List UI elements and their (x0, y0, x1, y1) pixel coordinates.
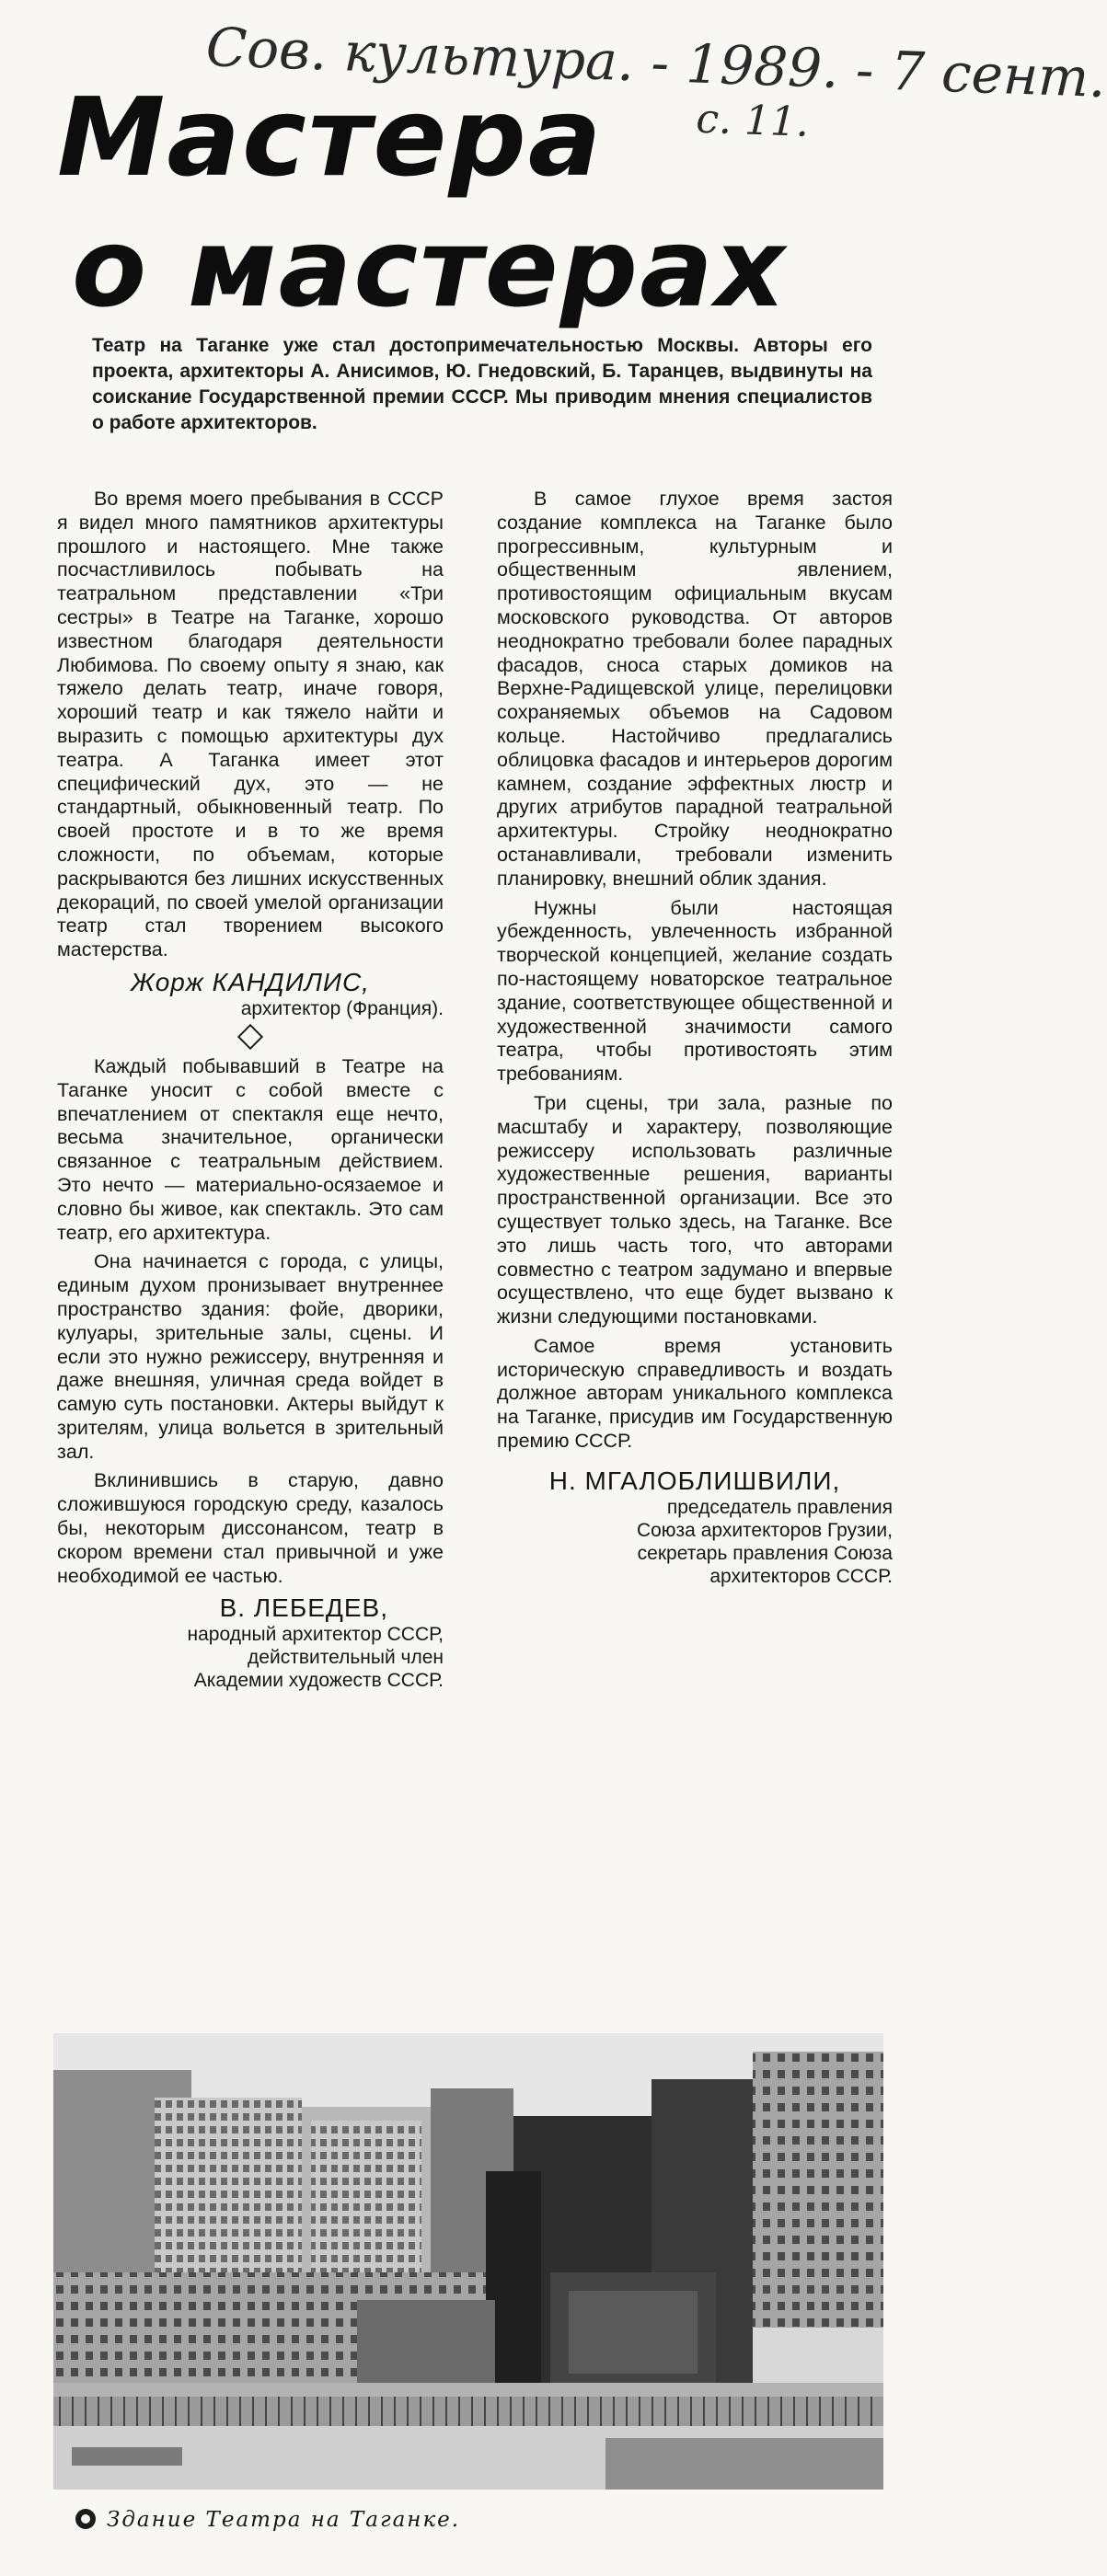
mgaloblishvili-paragraph-1: В самое глухое время застоя создание комплекса на Таганке было прогрессивным, культурным и общественным явлением, противостоящим официальным вкусам московского руководства. От авторов неоднократно требовали более парадных фасадов, сноса старых домиков на Верхне-Радищевской улице, перелицовки сохраняемых объемов на Садовом кольце. Настойчиво предлагались облицовка фасадов и интерьеров дорогим камнем, создание эффектных люстр и других атрибутов парадной театральной архитектуры. Стройку неоднократно останавливали, требовали изменить планировку, внешний облик здания. (497, 488, 893, 890)
photo-caption-text: Здание Театра на Таганке. (107, 2508, 461, 2532)
author-name: Н. МГАЛОБЛИШВИЛИ, (548, 1466, 841, 1495)
lebedev-paragraph-1: Каждый побывавший в Театре на Таганке уносит с собой вместе с впечатлением от спектакля еще нечто, весьма значительное, органически связанное с театральным действием. Это нечто — материально-осязаемое и словно бы живое, как спектакль. Это сам театр, его архитектура. (57, 1054, 444, 1244)
author-name: Жорж КАНДИЛИС, (131, 967, 370, 996)
mgaloblishvili-signature (497, 1466, 893, 1588)
author-role-2: Союза архитекторов Грузии, (636, 1519, 893, 1541)
right-column (497, 488, 893, 1588)
headline-line-2: о мастерах (72, 204, 787, 331)
theatre-building-image (53, 2033, 883, 2490)
mgaloblishvili-paragraph-2: Нужны были настоящая убежденность, увлеченность избранной творческой концепцией, желание создать по-настоящему новаторское театральное здание, соответствующее общественной и художественной значимости самого театра, чтобы противостоять этим требованиям. (497, 896, 893, 1086)
photo-caption (75, 2508, 720, 2532)
kandilis-signature (57, 968, 444, 1020)
author-role-3: секретарь правления Союза (637, 1542, 893, 1564)
mgaloblishvili-paragraph-3: Три сцены, три зала, разные по масштабу и характеру, позволяющие режиссеру использовать различные художественные решения, варианты пространственной организации. Все это существует только здесь, на Таганке. Все это лишь часть того, что авторами совместно с театром задумано и впервые осуществлено, что еще будет вызвано к жизни следующими постановками. (497, 1091, 893, 1328)
author-role-1: председатель правления (666, 1496, 893, 1518)
handwritten-line-1: Сов. культура. - 1989. - 7 сент. (204, 16, 1107, 110)
mgaloblishvili-paragraph-4: Самое время установить историческую справедливость и воздать должное авторам уникального комплекса на Таганке, присудив им Государственную премию СССР. (497, 1334, 893, 1453)
theatre-photo (53, 2033, 883, 2490)
author-role: архитектор (Франция). (240, 997, 444, 1019)
author-role-4: архитекторов СССР. (709, 1565, 893, 1587)
author-name: В. ЛЕБЕДЕВ, (219, 1593, 388, 1623)
camera-icon (75, 2509, 96, 2529)
left-column (57, 488, 444, 1692)
section-divider-diamond-icon (237, 1024, 263, 1050)
headline (57, 72, 867, 333)
author-role-1: народный архитектор СССР, (187, 1624, 444, 1646)
lebedev-signature (57, 1593, 444, 1692)
lebedev-paragraph-3: Вклинившись в старую, давно сложившуюся городскую среду, казалось бы, некоторым диссонансом, театр в скором времени стал привычной и уже необходимой ее частью. (57, 1469, 444, 1587)
headline-line-1: Мастера (57, 74, 604, 201)
lead-paragraph: Театр на Таганке уже стал достопримечательностью Москвы. Авторы его проекта, архитекторы А. Анисимов, Ю. Гнедовский, Б. Таранцев, выдвинуты на соискание Государственной премии СССР. Мы приводим мнения специалистов о работе архитекторов. (92, 335, 872, 433)
handwritten-line-2: с. 11. (695, 95, 810, 146)
author-role-3: Академии художеств СССР. (193, 1670, 444, 1692)
kandilis-paragraph: Во время моего пребывания в СССР я видел много памятников архитектуры прошлого и настоящего. Мне также посчастливилось побывать на театральном представлении «Три сестры» в Театре на Таганке, хорошо известном благодаря деятельности Любимова. По своему опыту я знаю, как тяжело делать театр, иначе говоря, хороший театр и как тяжело найти и выразить с помощью архитектуры дух театра. А Таганка имеет этот специфический дух, это — не стандартный, обыкновенный театр. По своей простоте и в то же время сложности, по объемам, которые раскрываются без лишних искусственных декораций, по своей умелой организации театр стал творением высокого мастерства. (57, 488, 444, 961)
author-role-2: действительный член (248, 1647, 444, 1669)
lebedev-paragraph-2: Она начинается с города, с улицы, единым духом пронизывает внутреннее пространство здания: фойе, дворики, кулуары, зрительные залы, сцены. И если это нужно режиссеру, внутренняя и даже внешняя, уличная среда войдет в самую суть постановки. Актеры выйдут к зрителям, улица вольется в зрительный зал. (57, 1250, 444, 1463)
